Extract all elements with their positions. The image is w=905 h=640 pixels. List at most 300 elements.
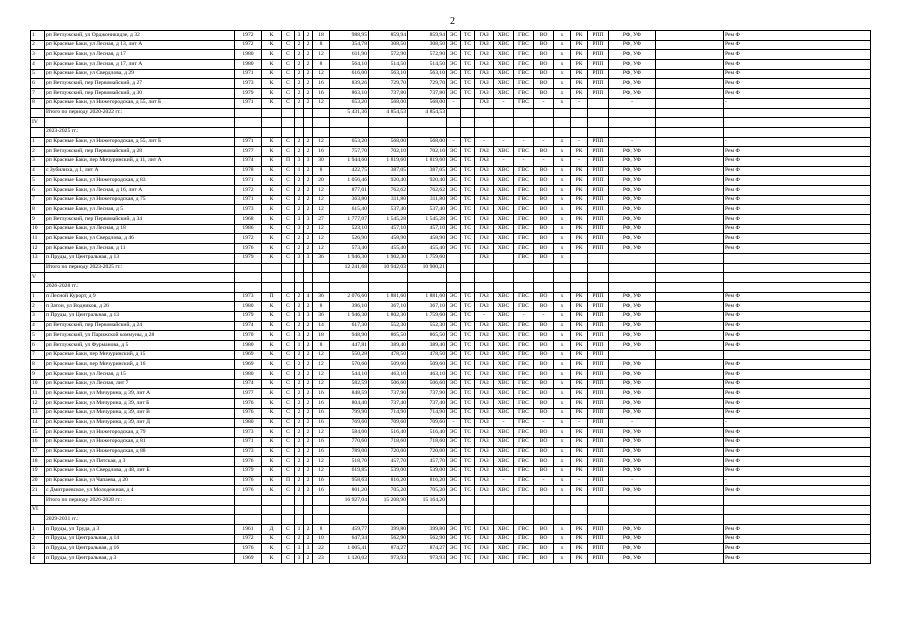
table-cell bbox=[656, 457, 724, 467]
table-cell: 2 bbox=[295, 79, 304, 89]
table-cell: х bbox=[554, 408, 571, 418]
table-cell: РФ, УФ bbox=[609, 466, 656, 476]
table-row bbox=[31, 292, 871, 302]
table-cell: 10 bbox=[31, 379, 45, 389]
table-cell bbox=[656, 311, 724, 321]
table-cell: Рем Ф bbox=[724, 302, 871, 312]
table-cell: 2 bbox=[295, 447, 304, 457]
table-cell: V bbox=[31, 273, 45, 283]
table-cell bbox=[609, 273, 656, 283]
table-cell: Рем Ф bbox=[724, 321, 871, 331]
table-cell bbox=[514, 282, 534, 292]
table-cell bbox=[369, 127, 408, 137]
table-cell: 2 bbox=[304, 408, 313, 418]
table-cell: ЭС bbox=[447, 350, 461, 360]
table-cell: 2 bbox=[304, 302, 313, 312]
table-cell: ГВС bbox=[514, 50, 534, 60]
table-cell bbox=[369, 273, 408, 283]
table-cell: К bbox=[262, 224, 282, 234]
table-cell: Рем Ф bbox=[724, 331, 871, 341]
table-cell: РФ, УФ bbox=[609, 31, 656, 41]
table-cell: 1 881,60 bbox=[369, 292, 408, 302]
table-cell: ГАЗ bbox=[475, 195, 494, 205]
table-cell: К bbox=[262, 341, 282, 351]
table-cell: ЭС bbox=[447, 525, 461, 535]
table-cell bbox=[724, 505, 871, 515]
table-cell bbox=[408, 515, 447, 525]
table-cell bbox=[45, 118, 235, 128]
table-cell: - bbox=[514, 156, 534, 166]
table-cell: 458,90 bbox=[408, 234, 447, 244]
table-cell: ГАЗ bbox=[475, 234, 494, 244]
table-cell bbox=[235, 127, 262, 137]
table-cell: - bbox=[534, 156, 554, 166]
table-cell bbox=[461, 253, 475, 263]
table-cell: рп Красные Баки, ул Свердлова, д 48, лит Б bbox=[45, 466, 235, 476]
table-cell: РК bbox=[571, 350, 588, 360]
table-cell: К bbox=[262, 234, 282, 244]
table-cell: 973,93 bbox=[369, 554, 408, 564]
table-cell: х bbox=[554, 50, 571, 60]
table-cell: 1 bbox=[31, 137, 45, 147]
table-cell: С bbox=[282, 69, 295, 79]
table-cell: 718,60 bbox=[369, 437, 408, 447]
table-cell: ВО bbox=[534, 215, 554, 225]
table-row bbox=[31, 389, 871, 399]
table-cell: РФ, УФ bbox=[609, 176, 656, 186]
table-cell bbox=[369, 505, 408, 515]
table-cell: 14 bbox=[313, 321, 330, 331]
table-cell: 354,78 bbox=[330, 40, 369, 50]
table-cell: 11 bbox=[31, 234, 45, 244]
table-cell bbox=[724, 282, 871, 292]
table-cell: 544,10 bbox=[330, 370, 369, 380]
table-cell: х bbox=[554, 554, 571, 564]
table-cell: С bbox=[282, 40, 295, 50]
table-cell: 1972 bbox=[235, 186, 262, 196]
table-cell: ВО bbox=[534, 457, 554, 467]
table-cell: ГАЗ bbox=[475, 186, 494, 196]
table-cell: РК bbox=[571, 195, 588, 205]
table-cell: ХВС bbox=[494, 166, 514, 176]
table-cell: 859,94 bbox=[408, 31, 447, 41]
table-cell: ГАЗ bbox=[475, 379, 494, 389]
table-cell bbox=[571, 118, 588, 128]
table-cell: ТС bbox=[461, 40, 475, 50]
table-cell: п Пруды, ул Центральная, д 16 bbox=[45, 544, 235, 554]
table-cell bbox=[656, 156, 724, 166]
table-cell: х bbox=[554, 311, 571, 321]
table-cell: ГАЗ bbox=[475, 253, 494, 263]
table-cell: ВО bbox=[534, 525, 554, 535]
table-cell: РПП bbox=[588, 69, 609, 79]
table-cell: ВО bbox=[534, 389, 554, 399]
table-cell: рп Ветлужский, ул Парижской коммуны, д 28 bbox=[45, 331, 235, 341]
table-cell bbox=[494, 505, 514, 515]
table-cell: 3 bbox=[304, 253, 313, 263]
table-cell: 3 bbox=[31, 156, 45, 166]
table-cell: С bbox=[282, 370, 295, 380]
table-cell bbox=[408, 127, 447, 137]
table-cell: рп Красные Баки, ул Лесная, д 17 bbox=[45, 50, 235, 60]
table-cell: 1971 bbox=[235, 437, 262, 447]
table-cell: ХВС bbox=[494, 186, 514, 196]
table-cell: РПП bbox=[588, 544, 609, 554]
table-cell: ТС bbox=[461, 89, 475, 99]
table-cell bbox=[571, 263, 588, 273]
table-cell: 20 bbox=[31, 476, 45, 486]
table-cell: рп Красные Баки, ул Нижегородская, д 81 bbox=[45, 437, 235, 447]
table-cell bbox=[656, 282, 724, 292]
table-cell: РПП bbox=[588, 186, 609, 196]
table-cell: ХВС bbox=[494, 350, 514, 360]
table-cell: х bbox=[554, 302, 571, 312]
table-cell: 1972 bbox=[235, 534, 262, 544]
table-cell: С bbox=[282, 50, 295, 60]
table-cell: 12 bbox=[313, 69, 330, 79]
table-cell: х bbox=[554, 534, 571, 544]
table-cell: ЭС bbox=[447, 476, 461, 486]
table-cell: 920,40 bbox=[408, 176, 447, 186]
table-cell: ВО bbox=[534, 341, 554, 351]
table-cell: ГАЗ bbox=[475, 69, 494, 79]
table-cell bbox=[588, 505, 609, 515]
table-cell: 463,10 bbox=[369, 370, 408, 380]
table-cell: РК bbox=[571, 544, 588, 554]
table-cell: 12 bbox=[313, 205, 330, 215]
table-cell: ВО bbox=[534, 176, 554, 186]
table-cell: 2 bbox=[295, 137, 304, 147]
table-cell: С bbox=[282, 331, 295, 341]
table-cell: ЭС bbox=[447, 292, 461, 302]
table-cell: ТС bbox=[461, 176, 475, 186]
table-cell: 12 bbox=[313, 428, 330, 438]
table-cell: 447,81 bbox=[330, 341, 369, 351]
table-cell: ЭС bbox=[447, 40, 461, 50]
table-cell bbox=[45, 273, 235, 283]
table-cell: Рем Ф bbox=[724, 292, 871, 302]
table-row bbox=[31, 321, 871, 331]
table-cell: ГАЗ bbox=[475, 79, 494, 89]
table-cell: 1 902,30 bbox=[369, 253, 408, 263]
table-cell: п Пруды, ул Центральная, д 13 bbox=[45, 311, 235, 321]
table-cell: ТС bbox=[461, 186, 475, 196]
table-cell: х bbox=[554, 205, 571, 215]
table-cell: РФ, УФ bbox=[609, 525, 656, 535]
table-cell: ХВС bbox=[494, 447, 514, 457]
table-cell: 718,60 bbox=[408, 437, 447, 447]
table-cell bbox=[656, 399, 724, 409]
table-cell: ВО bbox=[534, 292, 554, 302]
table-cell: 18 bbox=[31, 457, 45, 467]
table-cell: 3 bbox=[295, 311, 304, 321]
table-cell: ХВС bbox=[494, 321, 514, 331]
table-cell: ГВС bbox=[514, 79, 534, 89]
table-cell: 9 bbox=[31, 370, 45, 380]
table-cell: 720,00 bbox=[369, 447, 408, 457]
table-cell bbox=[609, 263, 656, 273]
table-cell: Рем Ф bbox=[724, 186, 871, 196]
table-cell bbox=[330, 505, 369, 515]
table-cell: РФ, УФ bbox=[609, 389, 656, 399]
table-cell bbox=[235, 118, 262, 128]
table-cell bbox=[282, 127, 295, 137]
table-cell bbox=[514, 263, 534, 273]
table-cell: 2029-2031 гг.: bbox=[45, 515, 235, 525]
table-cell: 2 bbox=[31, 147, 45, 157]
table-cell: 568,00 bbox=[369, 98, 408, 108]
table-cell: х bbox=[554, 60, 571, 70]
table-cell: 2 bbox=[304, 476, 313, 486]
table-cell: ХВС bbox=[494, 389, 514, 399]
table-cell: 30 bbox=[313, 156, 330, 166]
table-cell: К bbox=[262, 186, 282, 196]
table-cell: С bbox=[282, 60, 295, 70]
table-cell bbox=[475, 127, 494, 137]
table-cell: П bbox=[282, 156, 295, 166]
table-cell: рп Красные Баки, ул Лесная, д 5 bbox=[45, 205, 235, 215]
table-cell bbox=[656, 370, 724, 380]
table-cell: - bbox=[494, 476, 514, 486]
table-cell: 702,10 bbox=[408, 147, 447, 157]
table-cell bbox=[656, 331, 724, 341]
table-cell: 1977 bbox=[235, 147, 262, 157]
table-cell: 4 bbox=[31, 321, 45, 331]
table-cell: РПП bbox=[588, 321, 609, 331]
table-cell: х bbox=[554, 98, 571, 108]
table-cell: ХВС bbox=[494, 234, 514, 244]
table-cell: 1986 bbox=[235, 224, 262, 234]
table-cell: РФ, УФ bbox=[609, 457, 656, 467]
table-cell: 552,30 bbox=[408, 321, 447, 331]
table-cell: РК bbox=[571, 69, 588, 79]
table-cell: 2 bbox=[295, 486, 304, 496]
table-cell: 1 819,60 bbox=[369, 156, 408, 166]
table-cell: С bbox=[282, 195, 295, 205]
table-cell: 1973 bbox=[235, 79, 262, 89]
table-cell: ГВС bbox=[514, 302, 534, 312]
table-cell: ЭС bbox=[447, 486, 461, 496]
table-cell: ТС bbox=[461, 408, 475, 418]
table-cell: 2 bbox=[304, 176, 313, 186]
table-cell: 457,70 bbox=[369, 457, 408, 467]
table-cell: РФ, УФ bbox=[609, 370, 656, 380]
table-cell bbox=[656, 408, 724, 418]
table-cell: ГВС bbox=[514, 447, 534, 457]
table-cell: 8 bbox=[313, 166, 330, 176]
table-cell bbox=[534, 505, 554, 515]
table-cell bbox=[609, 505, 656, 515]
table-cell: 2 bbox=[295, 389, 304, 399]
table-cell: 564,10 bbox=[330, 60, 369, 70]
table-cell: РК bbox=[571, 428, 588, 438]
table-cell: 877,01 bbox=[330, 186, 369, 196]
table-cell: 1 881,60 bbox=[408, 292, 447, 302]
table-cell bbox=[494, 496, 514, 506]
table-cell: РПП bbox=[588, 437, 609, 447]
table-cell bbox=[609, 127, 656, 137]
table-cell: РК bbox=[571, 234, 588, 244]
table-cell: 308,50 bbox=[369, 40, 408, 50]
table-cell bbox=[461, 282, 475, 292]
table-cell: ВО bbox=[534, 186, 554, 196]
table-cell bbox=[724, 108, 871, 118]
table-row bbox=[31, 40, 871, 50]
table-cell: 13 bbox=[31, 253, 45, 263]
table-cell bbox=[304, 118, 313, 128]
table-cell bbox=[45, 505, 235, 515]
table-cell: 12 bbox=[313, 370, 330, 380]
table-cell: х bbox=[554, 370, 571, 380]
table-cell: 2026-2028 гг.: bbox=[45, 282, 235, 292]
table-cell: 3 bbox=[295, 554, 304, 564]
table-cell: С bbox=[282, 389, 295, 399]
table-cell: 16 bbox=[313, 399, 330, 409]
table-cell: х bbox=[554, 341, 571, 351]
table-cell: 3 bbox=[295, 331, 304, 341]
table-cell: ЭС bbox=[447, 244, 461, 254]
table-cell: ГАЗ bbox=[475, 40, 494, 50]
table-cell: 36 bbox=[313, 311, 330, 321]
table-cell bbox=[609, 108, 656, 118]
table-cell: С bbox=[282, 554, 295, 564]
table-cell: п Лесной Курорт, д 9 bbox=[45, 292, 235, 302]
subtotal-row bbox=[31, 496, 871, 506]
table-cell: РФ, УФ bbox=[609, 292, 656, 302]
table-cell: 387,05 bbox=[369, 166, 408, 176]
table-cell: Рем Ф bbox=[724, 234, 871, 244]
table-cell: - bbox=[571, 476, 588, 486]
table-cell: 10 bbox=[313, 534, 330, 544]
table-cell: - bbox=[447, 98, 461, 108]
table-cell bbox=[656, 476, 724, 486]
table-row bbox=[31, 98, 871, 108]
table-cell bbox=[656, 137, 724, 147]
table-cell: ГАЗ bbox=[475, 428, 494, 438]
table-cell: 1 802,30 bbox=[369, 311, 408, 321]
table-cell: РПП bbox=[588, 389, 609, 399]
table-cell: РПП bbox=[588, 476, 609, 486]
table-cell bbox=[588, 515, 609, 525]
section-header-row bbox=[31, 505, 871, 515]
table-cell: 506,60 bbox=[408, 379, 447, 389]
table-cell bbox=[656, 195, 724, 205]
table-cell: 2 bbox=[304, 534, 313, 544]
table-cell: К bbox=[262, 69, 282, 79]
table-cell: 8 bbox=[313, 525, 330, 535]
table-cell: 514,50 bbox=[369, 60, 408, 70]
table-cell: - bbox=[514, 137, 534, 147]
table-cell: РПП bbox=[588, 350, 609, 360]
table-cell: РФ, УФ bbox=[609, 89, 656, 99]
table-cell bbox=[656, 505, 724, 515]
table-cell bbox=[369, 282, 408, 292]
table-cell: К bbox=[262, 534, 282, 544]
table-cell: 2 bbox=[304, 89, 313, 99]
table-row bbox=[31, 89, 871, 99]
table-cell bbox=[447, 505, 461, 515]
table-cell: 4 bbox=[31, 166, 45, 176]
table-cell: ХВС bbox=[494, 302, 514, 312]
table-cell: ГАЗ bbox=[475, 341, 494, 351]
table-cell: 1976 bbox=[235, 399, 262, 409]
table-cell: 8 bbox=[31, 360, 45, 370]
table-cell: Рем Ф bbox=[724, 525, 871, 535]
table-cell: х bbox=[554, 544, 571, 554]
table-cell: х bbox=[554, 350, 571, 360]
table-cell: ЭС bbox=[447, 321, 461, 331]
subtotal-row bbox=[31, 108, 871, 118]
table-cell: ГАЗ bbox=[475, 476, 494, 486]
table-cell: С bbox=[282, 31, 295, 41]
table-cell: РФ, УФ bbox=[609, 186, 656, 196]
table-cell: Рем Ф bbox=[724, 389, 871, 399]
table-cell bbox=[313, 515, 330, 525]
table-cell: ЭС bbox=[447, 302, 461, 312]
table-cell: ТС bbox=[461, 205, 475, 215]
table-cell bbox=[295, 263, 304, 273]
table-cell bbox=[475, 505, 494, 515]
table-cell: ГВС bbox=[514, 166, 534, 176]
table-cell: 839,26 bbox=[330, 79, 369, 89]
table-cell: х bbox=[554, 69, 571, 79]
table-cell: РК bbox=[571, 331, 588, 341]
table-cell: Рем Ф bbox=[724, 79, 871, 89]
table-row bbox=[31, 544, 871, 554]
table-cell: ХВС bbox=[494, 311, 514, 321]
table-cell: ГАЗ bbox=[475, 466, 494, 476]
table-cell: 2 bbox=[295, 40, 304, 50]
table-cell bbox=[330, 127, 369, 137]
table-cell bbox=[369, 118, 408, 128]
table-cell: РПП bbox=[588, 331, 609, 341]
table-cell: 2 bbox=[295, 370, 304, 380]
table-cell: 804,40 bbox=[330, 399, 369, 409]
table-cell: 1 bbox=[295, 341, 304, 351]
table-cell: ТС bbox=[461, 544, 475, 554]
table-cell: 1976 bbox=[235, 476, 262, 486]
table-cell: 455,40 bbox=[408, 244, 447, 254]
table-cell: ТС bbox=[461, 79, 475, 89]
table-cell: 874,27 bbox=[408, 544, 447, 554]
table-cell: РПП bbox=[588, 166, 609, 176]
table-cell: РК bbox=[571, 244, 588, 254]
table-cell: ТС bbox=[461, 457, 475, 467]
table-cell: 1979 bbox=[235, 89, 262, 99]
table-cell: 5 431,36 bbox=[330, 108, 369, 118]
table-cell: 568,00 bbox=[408, 98, 447, 108]
table-cell: ВО bbox=[534, 60, 554, 70]
table-cell: РФ, УФ bbox=[609, 544, 656, 554]
table-cell bbox=[656, 292, 724, 302]
table-cell: - bbox=[534, 137, 554, 147]
table-cell: 1980 bbox=[235, 50, 262, 60]
table-cell: 1971 bbox=[235, 176, 262, 186]
table-cell: 720,00 bbox=[408, 447, 447, 457]
table-cell: К bbox=[262, 447, 282, 457]
table-cell: ХВС bbox=[494, 341, 514, 351]
table-cell: х bbox=[554, 40, 571, 50]
table-cell: С bbox=[282, 457, 295, 467]
table-cell bbox=[656, 437, 724, 447]
table-cell: С bbox=[282, 534, 295, 544]
table-cell: ЭС bbox=[447, 147, 461, 157]
table-cell: 1980 bbox=[235, 418, 262, 428]
table-cell: Рем Ф bbox=[724, 195, 871, 205]
table-cell: РК bbox=[571, 292, 588, 302]
table-cell: ГАЗ bbox=[475, 50, 494, 60]
table-cell: 769,60 bbox=[330, 418, 369, 428]
